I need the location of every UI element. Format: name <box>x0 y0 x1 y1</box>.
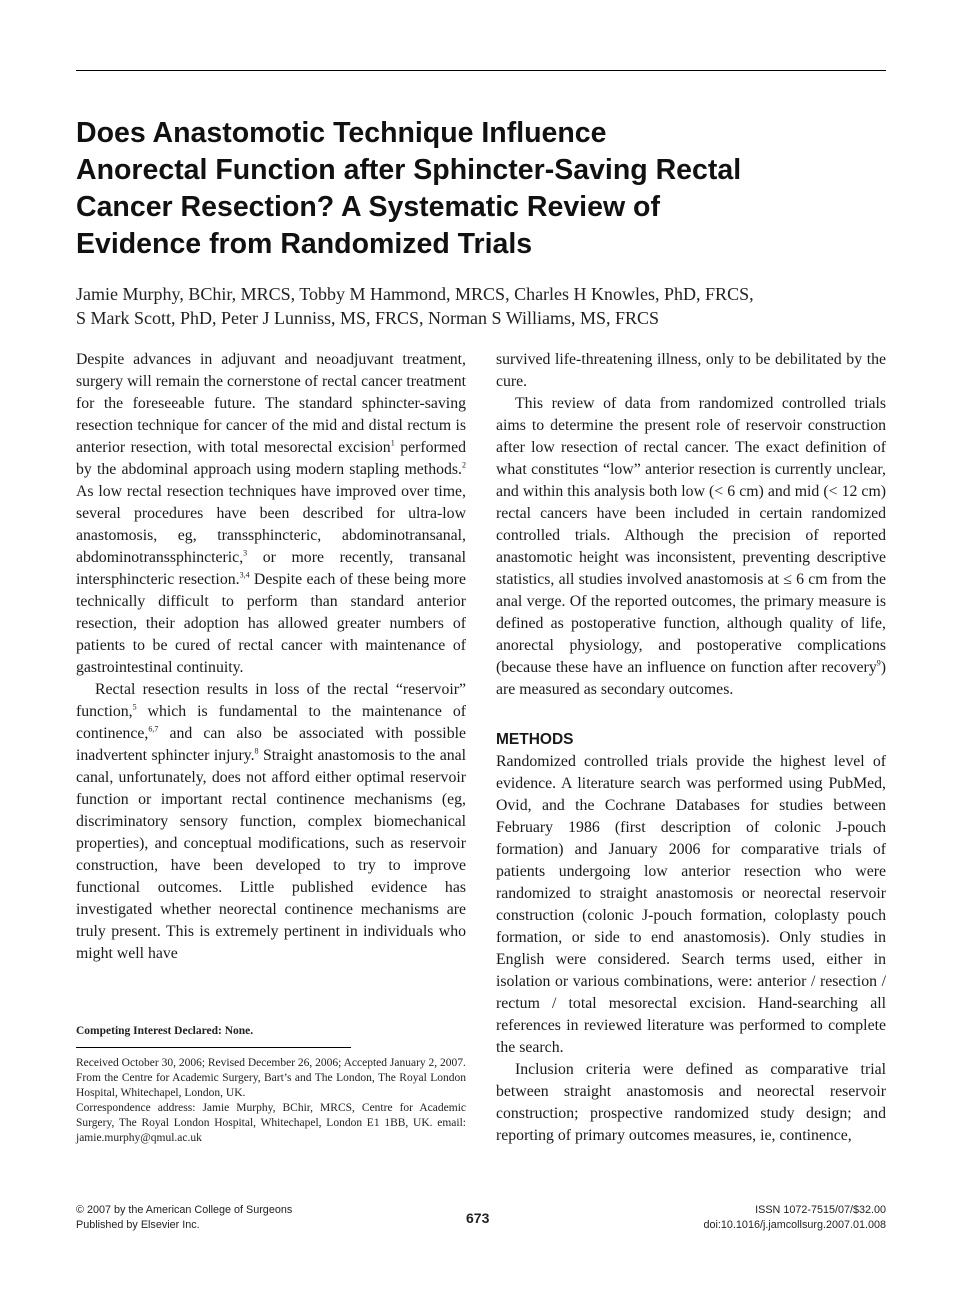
page-number: 673 <box>466 1210 490 1226</box>
article-title <box>76 115 876 263</box>
issn: ISSN 1072-7515/07/$32.00 <box>755 1204 886 1216</box>
competing-interest: Competing Interest Declared: None. <box>76 1025 254 1037</box>
citation-ref[interactable]: 8 <box>254 746 259 756</box>
publisher: Published by Elsevier Inc. <box>76 1219 200 1231</box>
title-line: Anorectal Function after Sphincter-Saving Rectal <box>76 154 742 186</box>
footer-left <box>76 1203 292 1233</box>
intro-paragraph-continued: survived life-threatening illness, only to be debilitated by the cure. <box>496 351 886 390</box>
citation-ref[interactable]: 9 <box>876 658 881 668</box>
methods-paragraph-2: Inclusion criteria were defined as comparative trial between straight anastomosis and neorectal reservoir construction; prospective randomized study design; and reporting of primary outcomes measures, ie, continence, <box>496 1061 886 1144</box>
citation-ref[interactable]: 1 <box>390 438 395 448</box>
top-rule <box>76 70 886 71</box>
citation-ref[interactable]: 2 <box>462 460 466 470</box>
citation-ref[interactable]: 5 <box>132 702 137 712</box>
intro-paragraph-1: Despite advances in adjuvant and neoadjuvant treatment, surgery will remain the cornerstone of rectal cancer treatment for the foreseeable future. The standard sphincter-saving resection technique for cancer of the mid and distal rectum is anterior resection, with total mesorectal excision$^1$ performed by the abdominal approach using modern stapling methods.$^2$ As low rectal resection techniques have improved over time, several procedures have been described for ultra-low anastomosis, eg, transsphincteric, abdominotransanal, abdominotranssphincteric,$^3$ or more recently, transanal intersphincteric resection.$^{3,4}$ Despite each of these being more technically difficult to perform than standard anterior resection, their adoption has allowed greater numbers of patients to be cured of rectal cancer with maintenance of gastrointestinal continuity. <box>76 351 467 676</box>
footer-right <box>704 1203 886 1233</box>
title-line: Cancer Resection? A Systematic Review of <box>76 191 660 223</box>
authors-line: Jamie Murphy, BChir, MRCS, Tobby M Hammond, MRCS, Charles H Knowles, PhD, FRCS, <box>76 284 754 304</box>
right-column <box>496 349 886 1147</box>
notes-divider <box>76 1047 351 1048</box>
article-notes <box>76 1023 466 1146</box>
methods-heading: METHODS <box>496 731 574 748</box>
title-line: Evidence from Randomized Trials <box>76 228 533 260</box>
affiliation: From the Centre for Academic Surgery, Bart’s and The London, The Royal London Hospital, Whitechapel, London, UK. <box>76 1072 466 1099</box>
doi-link[interactable]: doi:10.1016/j.jamcollsurg.2007.01.008 <box>703 1219 886 1231</box>
authors-line: S Mark Scott, PhD, Peter J Lunniss, MS, FRCS, Norman S Williams, MS, FRCS <box>76 308 660 328</box>
received-dates: Received October 30, 2006; Revised December 26, 2006; Accepted January 2, 2007. <box>76 1057 466 1069</box>
left-column <box>76 349 466 965</box>
intro-paragraph-2: Rectal resection results in loss of the rectal “reservoir” function,$^5$ which is fundamental to the maintenance of continence,$^{6,7}$ and can also be associated with possible inadvertent sphincter injury.$^8$ Straight anastomosis to the anal canal, unfortunately, does not afford either optimal reservoir function or important rectal continence mechanisms (eg, discriminatory sensory function, complex biomechanical properties), and conceptual modifications, such as reservoir construction, have been developed to try to improve functional outcomes. Little published evidence has investigated whether neorectal continence mechanisms are truly present. This is extremely pertinent in individuals who might well have <box>76 681 467 962</box>
citation-ref[interactable]: 6,7 <box>148 724 159 734</box>
citation-ref[interactable]: 3 <box>243 548 248 558</box>
methods-paragraph-1: Randomized controlled trials provide the highest level of evidence. A literature search was performed using PubMed, Ovid, and the Cochrane Databases for studies between February 1986 (first description of colonic J-pouch formation) and January 2006 for comparative trials of patients undergoing low anterior resection who were randomized to straight anastomosis or neorectal reservoir construction (colonic J-pouch formation, coloplasty pouch formation, or side to end anastomosis). Only studies in English were considered. Search terms used, either in isolation or various combinations, were: anterior / resection / rectum / total mesorectal excision. Hand-searching all references in reviewed literature was performed to complete the search. <box>496 753 886 1056</box>
correspondence-address: Correspondence address: Jamie Murphy, BChir, MRCS, Centre for Academic Surgery, The Royal London Hospital, Whitechapel, London E1 1BB, UK. email: jamie.murphy@qmul.ac.uk <box>76 1102 466 1144</box>
author-list <box>76 282 876 330</box>
copyright: © 2007 by the American College of Surgeons <box>76 1204 293 1216</box>
title-line: Does Anastomotic Technique Influence <box>76 117 607 149</box>
intro-paragraph-3: This review of data from randomized controlled trials aims to determine the present role of reservoir construction after low resection of rectal cancer. The exact definition of what constitutes “low” anterior resection is currently unclear, and within this analysis both low (< 6 cm) and mid (< 12 cm) rectal cancers have been included in certain randomized controlled trials. Although the precision of reported anastomotic height was inconsistent, preventing descriptive statistics, all studies involved anastomosis at ≤ 6 cm from the anal verge. Of the reported outcomes, the primary measure is defined as postoperative function, although quality of life, anorectal physiology, and postoperative complications (because these have an influence on function after recovery$^9$) are measured as secondary outcomes. <box>496 395 886 698</box>
citation-ref[interactable]: 3,4 <box>239 570 250 580</box>
